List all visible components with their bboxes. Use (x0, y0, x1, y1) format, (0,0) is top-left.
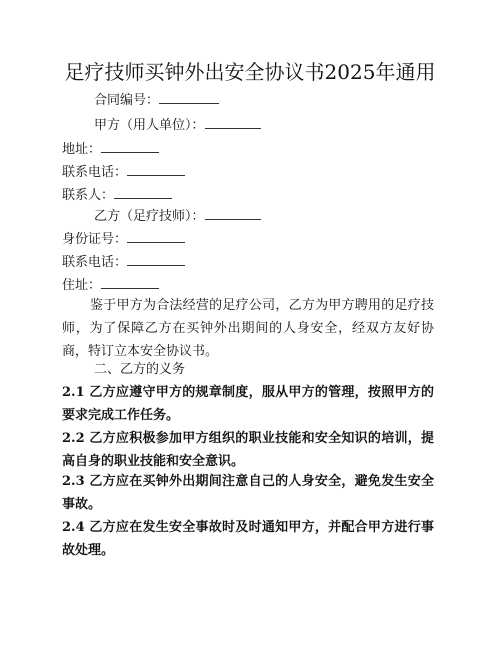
contract-number-blank (159, 91, 219, 104)
address-b-blank (101, 276, 159, 289)
party-a-field (94, 116, 261, 136)
contact-a-label: 联系人： (62, 188, 115, 203)
id-number-label: 身份证号： (62, 232, 128, 247)
party-b-field (94, 207, 261, 227)
address-a-field (62, 140, 159, 160)
phone-b-field (62, 253, 185, 273)
address-a-blank (101, 140, 159, 153)
contact-a-blank (114, 186, 172, 199)
party-a-blank (205, 116, 261, 129)
party-b-label: 乙方（足疗技师）： (94, 209, 205, 224)
contact-a-field (62, 186, 172, 206)
id-number-field (62, 230, 185, 250)
phone-a-label: 联系电话： (62, 165, 128, 180)
clause-2-1: 2.1 乙方应遵守甲方的规章制度，服从甲方的管理，按照甲方的要求完成工作任务。 (62, 385, 434, 423)
phone-a-blank (127, 163, 185, 176)
contract-number-label: 合同编号： (94, 93, 160, 108)
page-title: 足疗技师买钟外出安全协议书2025年通用 (64, 60, 436, 84)
clause-2-3: 2.3 乙方应在买钟外出期间注意自己的人身安全，避免发生安全事故。 (62, 474, 434, 512)
id-number-blank (127, 230, 185, 243)
section-heading: 二、乙方的义务 (94, 362, 186, 377)
clause-2-2: 2.2 乙方应积极参加甲方组织的职业技能和安全知识的培训，提高自身的职业技能和安全意识。 (62, 431, 434, 469)
clause-2-4: 2.4 乙方应在发生安全事故时及时通知甲方，并配合甲方进行事故处理。 (62, 520, 434, 558)
party-b-blank (205, 207, 261, 220)
phone-a-field (62, 163, 185, 183)
address-a-label: 地址： (62, 142, 102, 157)
contract-number-field (94, 91, 219, 111)
preamble-paragraph: 鉴于甲方为合法经营的足疗公司，乙方为甲方聘用的足疗技师，为了保障乙方在买钟外出期间的人身安全，经双方友好协商，特订立本安全协议书。 (62, 298, 434, 359)
address-b-field (62, 276, 159, 296)
phone-b-blank (127, 253, 185, 266)
address-b-label: 住址： (62, 278, 102, 293)
party-a-label: 甲方（用人单位）： (94, 118, 205, 133)
phone-b-label: 联系电话： (62, 255, 128, 270)
